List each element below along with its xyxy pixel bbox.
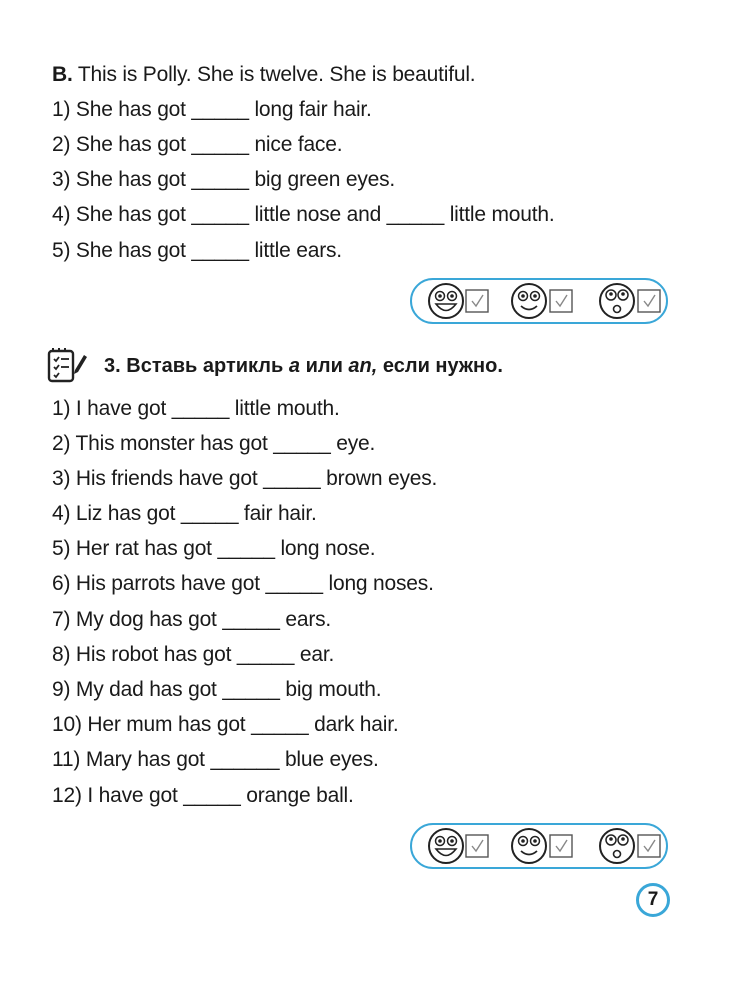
exercise-3-heading <box>104 352 503 380</box>
heading-article-an: an, <box>348 355 378 377</box>
exercise-3-line-4: 4) Liz has got _____ fair hair. <box>52 502 317 525</box>
section-b-label: B. <box>52 63 73 86</box>
heading-text-3: если нужно. <box>382 355 503 377</box>
section-b-line-1: 1) She has got _____ long fair hair. <box>52 98 372 121</box>
self-assessment-panel-1 <box>410 278 668 324</box>
exercise-3-line-6: 6) His parrots have got _____ long noses. <box>52 572 434 595</box>
smile-face-icon[interactable] <box>512 284 546 318</box>
section-b-line-5: 5) She has got _____ little ears. <box>52 239 342 262</box>
heading-text-2: или <box>305 355 343 377</box>
surprised-face-icon[interactable] <box>600 284 634 318</box>
exercise-3-line-7: 7) My dog has got _____ ears. <box>52 608 332 631</box>
notepad-pencil-icon <box>46 346 88 384</box>
exercise-3-line-12: 12) I have got _____ orange ball. <box>52 784 354 807</box>
surprised-face-icon[interactable] <box>600 829 634 863</box>
section-b-intro <box>52 61 475 89</box>
checkmark-box-icon[interactable] <box>550 290 572 312</box>
exercise-3-line-3: 3) His friends have got _____ brown eyes. <box>52 467 438 490</box>
exercise-3-line-10: 10) Her mum has got _____ dark hair. <box>52 713 399 736</box>
page-number: 7 <box>636 883 670 917</box>
section-b-line-3: 3) She has got _____ big green eyes. <box>52 168 396 191</box>
self-assessment-panel-2 <box>410 823 668 869</box>
section-b-intro-text: This is Polly. She is twelve. She is beautiful. <box>77 63 476 86</box>
checkmark-box-icon[interactable] <box>466 835 488 857</box>
checkmark-box-icon[interactable] <box>638 835 660 857</box>
exercise-3-line-9: 9) My dad has got _____ big mouth. <box>52 678 382 701</box>
checkmark-box-icon[interactable] <box>638 290 660 312</box>
heading-article-a: a <box>288 355 300 377</box>
checkmark-box-icon[interactable] <box>466 290 488 312</box>
exercise-3-line-8: 8) His robot has got _____ ear. <box>52 643 335 666</box>
section-b-line-2: 2) She has got _____ nice face. <box>52 133 343 156</box>
checkmark-box-icon[interactable] <box>550 835 572 857</box>
heading-text-1: Вставь артикль <box>126 355 284 377</box>
exercise-number: 3. <box>104 355 121 377</box>
exercise-3-line-1: 1) I have got _____ little mouth. <box>52 397 340 420</box>
section-b-line-4: 4) She has got _____ little nose and _____ little mouth. <box>52 203 555 226</box>
exercise-3-line-11: 11) Mary has got ______ blue eyes. <box>52 748 379 771</box>
smile-face-icon[interactable] <box>512 829 546 863</box>
exercise-3-line-5: 5) Her rat has got _____ long nose. <box>52 537 376 560</box>
big-smile-face-icon[interactable] <box>429 284 463 318</box>
exercise-3-line-2: 2) This monster has got _____ eye. <box>52 432 376 455</box>
big-smile-face-icon[interactable] <box>429 829 463 863</box>
